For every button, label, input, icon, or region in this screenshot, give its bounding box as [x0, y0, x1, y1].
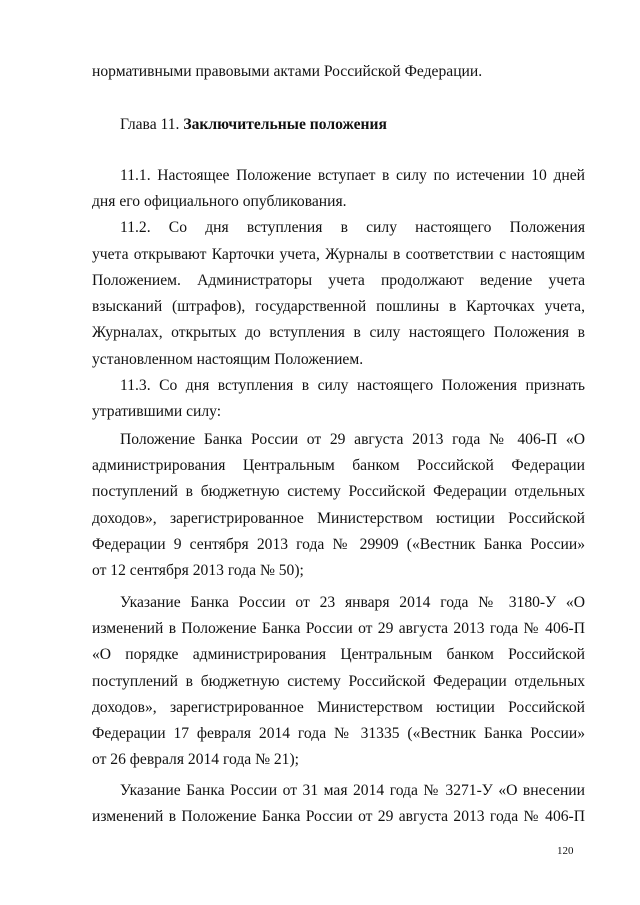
page-number: 120 — [557, 845, 574, 857]
text-line: поступлений в бюджетную систему Российской Федерации отдельных — [92, 673, 585, 690]
chapter-title: Заключительные положения — [183, 116, 387, 133]
text-line: утратившими силу: — [92, 403, 222, 420]
text-line: администрирования Центральным банком Российской Федерации — [92, 457, 585, 474]
chapter-heading — [120, 115, 613, 135]
text-line: взысканий (штрафов), государственной пошлины в Карточках учета, — [92, 298, 585, 315]
text-line: изменений в Положение Банка России от 29 августа 2013 года № 406-П — [92, 620, 585, 637]
text-line: «О порядке администрирования Центральным банком Российской — [92, 646, 585, 663]
text-line: 11.1. Настоящее Положение вступает в силу по истечении 10 дней — [120, 167, 585, 184]
text-line: Федерации 17 февраля 2014 года № 31335 («Вестник Банка России» — [92, 725, 585, 742]
text-line: Указание Банка России от 31 мая 2014 года № 3271-У «О внесении — [120, 782, 585, 799]
text-line: Положение Банка России от 29 августа 2013 года № 406-П «О — [120, 431, 585, 448]
text-line: доходов», зарегистрированное Министерством юстиции Российской — [92, 699, 585, 716]
text-line: учета открывают Карточки учета, Журналы в соответствии с настоящим — [92, 246, 585, 263]
text-line: от 12 сентября 2013 года № 50); — [92, 562, 304, 579]
text-line: нормативными правовыми актами Российской Федерации. — [92, 63, 483, 80]
text-line: Журналах, открытых до вступления в силу настоящего Положения в — [92, 324, 585, 341]
text-line: 11.3. Со дня вступления в силу настоящего Положения признать — [120, 377, 585, 394]
text-line: Положением. Администраторы учета продолжают ведение учета — [92, 272, 585, 289]
text-line: дня его официального опубликования. — [92, 193, 347, 210]
text-line: установленном настоящим Положением. — [92, 351, 364, 368]
text-line: Федерации 9 сентября 2013 года № 29909 («Вестник Банка России» — [92, 536, 585, 553]
text-line: изменений в Положение Банка России от 29 августа 2013 года № 406-П — [92, 808, 585, 825]
text-line: Указание Банка России от 23 января 2014 года № 3180-У «О — [120, 594, 585, 611]
text-line: доходов», зарегистрированное Министерством юстиции Российской — [92, 510, 585, 527]
chapter-number: Глава 11. — [120, 116, 180, 133]
text-line: поступлений в бюджетную систему Российской Федерации отдельных — [92, 483, 585, 500]
text-line: 11.2. Со дня вступления в силу настоящего Положения — [120, 219, 585, 236]
text-line: от 26 февраля 2014 года № 21); — [92, 751, 299, 768]
